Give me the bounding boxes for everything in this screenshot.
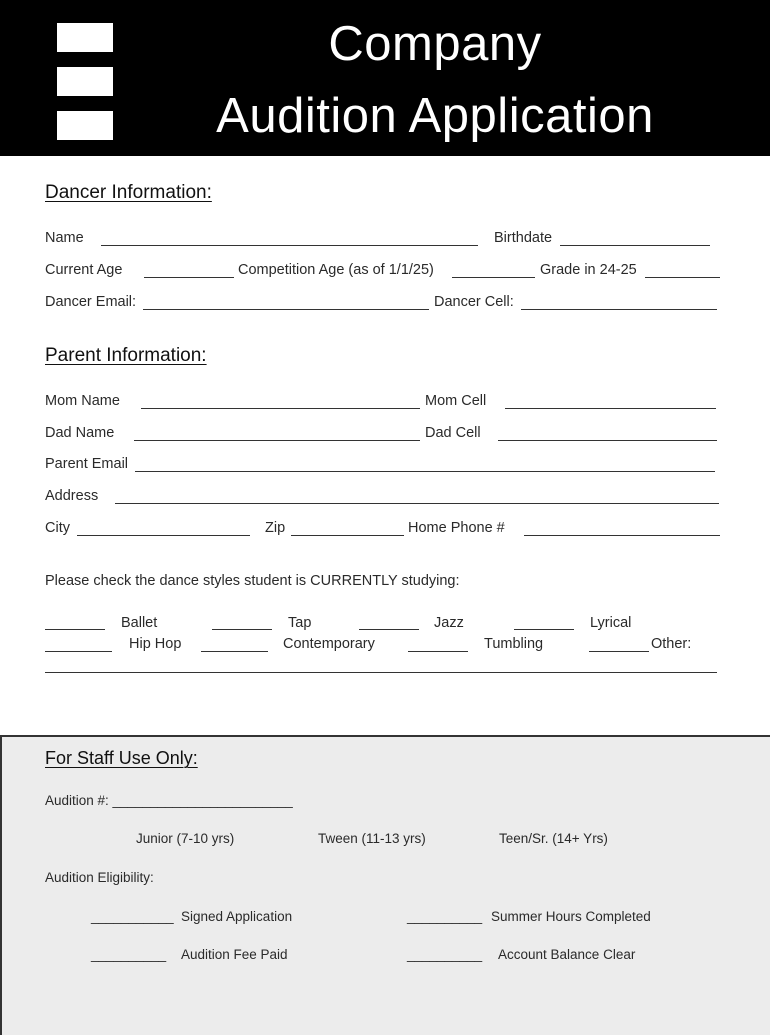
mom-cell-label: Mom Cell [425,393,487,409]
tumbling-label: Tumbling [484,636,544,652]
name-label: Name [45,230,84,246]
parent-email-field[interactable] [135,471,715,472]
dancer-email-label: Dancer Email: [45,294,137,310]
signed-application-label: Signed Application [181,909,293,924]
other-checkbox[interactable] [589,651,649,652]
page-header [0,0,770,156]
grade-label: Grade in 24-25 [540,262,637,278]
styles-prompt: Please check the dance styles student is CURRENTLY studying: [45,573,460,589]
current-age-field[interactable] [144,277,234,278]
grade-field[interactable] [645,277,720,278]
city-field[interactable] [77,535,250,536]
zip-field[interactable] [291,535,404,536]
mom-name-label: Mom Name [45,393,120,409]
address-label: Address [45,488,99,504]
summer-hours-label: Summer Hours Completed [491,909,651,924]
dad-cell-field[interactable] [498,440,717,441]
birthdate-field[interactable] [560,245,710,246]
division-teen-sr[interactable]: Teen/Sr. (14+ Yrs) [499,831,608,846]
mom-cell-field[interactable] [505,408,716,409]
division-tween[interactable]: Tween (11-13 yrs) [318,831,426,846]
parent-section-title: Parent Information: [45,345,207,366]
title-line-1: Company [328,17,542,71]
audition-fee-label: Audition Fee Paid [181,947,288,962]
division-junior[interactable]: Junior (7-10 yrs) [136,831,235,846]
city-label: City [45,520,70,536]
summer-hours-blank[interactable]: __________ [407,909,483,924]
zip-label: Zip [265,520,286,536]
dancer-section-title: Dancer Information: [45,182,212,203]
birthdate-label: Birthdate [494,230,553,246]
staff-section-title: For Staff Use Only: [45,748,198,768]
jazz-label: Jazz [434,615,464,631]
other-label: Other: [651,636,692,652]
logo-block-icon [57,23,113,52]
competition-age-field[interactable] [452,277,535,278]
current-age-label: Current Age [45,262,123,278]
dad-name-field[interactable] [134,440,420,441]
contemporary-checkbox[interactable] [201,651,268,652]
signed-application-blank[interactable]: ___________ [91,909,174,924]
audition-fee-blank[interactable]: __________ [91,947,167,962]
dancer-cell-label: Dancer Cell: [434,294,514,310]
lyrical-checkbox[interactable] [514,629,574,630]
eligibility-label: Audition Eligibility: [45,870,154,885]
dad-name-label: Dad Name [45,425,115,441]
contemporary-label: Contemporary [283,636,375,652]
parent-email-label: Parent Email [45,456,129,472]
home-phone-label: Home Phone # [408,520,505,536]
dancer-email-field[interactable] [143,309,429,310]
ballet-label: Ballet [121,615,158,631]
tumbling-checkbox[interactable] [408,651,468,652]
address-field[interactable] [115,503,719,504]
competition-age-label: Competition Age (as of 1/1/25) [238,262,434,278]
logo-block-icon [57,67,113,96]
ballet-checkbox[interactable] [45,629,105,630]
account-balance-label: Account Balance Clear [498,947,636,962]
logo-block-icon [57,111,113,140]
jazz-checkbox[interactable] [359,629,419,630]
hip-hop-checkbox[interactable] [45,651,112,652]
name-field[interactable] [101,245,478,246]
title-line-2: Audition Application [216,89,654,143]
mom-name-field[interactable] [141,408,420,409]
hip-hop-label: Hip Hop [129,636,182,652]
lyrical-label: Lyrical [590,615,632,631]
account-balance-blank[interactable]: __________ [407,947,483,962]
staff-use-panel [0,735,770,1035]
tap-checkbox[interactable] [212,629,272,630]
tap-label: Tap [288,615,312,631]
dad-cell-label: Dad Cell [425,425,481,441]
audition-number-field[interactable]: Audition #: ________________________ [45,793,293,808]
home-phone-field[interactable] [524,535,720,536]
other-style-field[interactable] [45,672,717,673]
dancer-cell-field[interactable] [521,309,717,310]
